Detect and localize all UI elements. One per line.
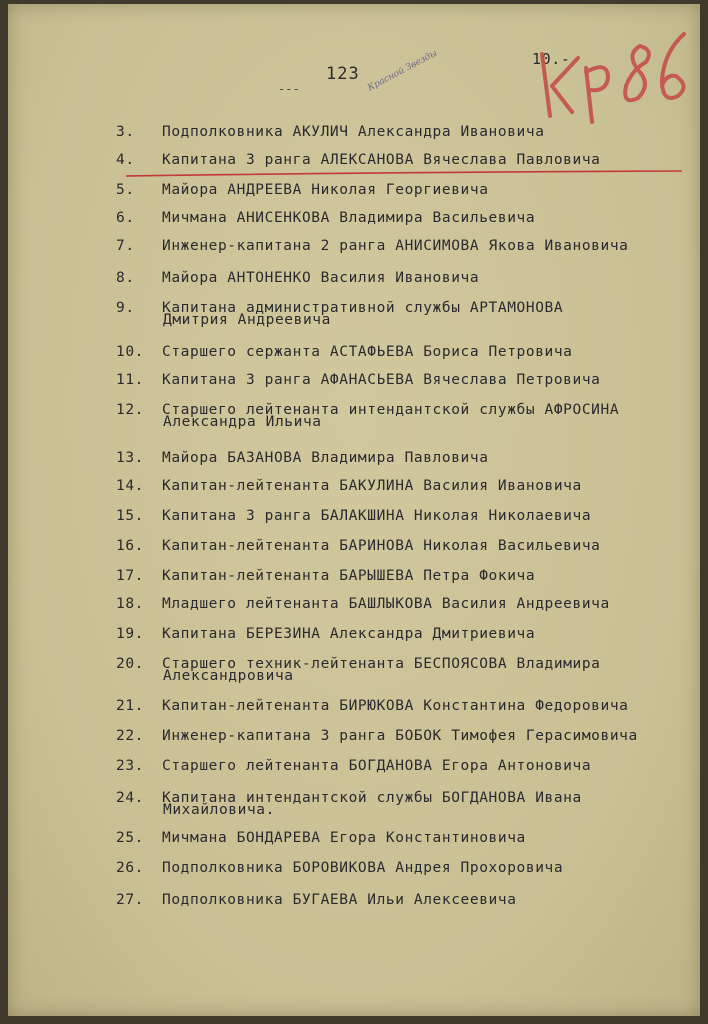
item-number: 15.	[116, 508, 144, 524]
list-item	[116, 758, 691, 774]
item-text: Подполковника БОРОВИКОВА Андрея Прохоровича	[162, 860, 564, 876]
list-item	[116, 402, 691, 430]
document-page	[8, 4, 700, 1016]
list-item	[116, 270, 691, 286]
item-number: 19.	[116, 626, 144, 642]
item-number: 8.	[116, 270, 135, 286]
list-item	[116, 790, 691, 818]
item-text: Инженер-капитана 3 ранга БОБОК Тимофея Герасимовича	[162, 728, 638, 744]
list-item	[116, 152, 691, 168]
item-text: Старшего техник-лейтенанта БЕСПОЯСОВА Владимира	[162, 656, 601, 672]
item-text: Капитана административной службы АРТАМОНОВА	[162, 300, 564, 316]
item-text: Старшего лейтенанта интендантской службы АФРОСИНА	[162, 402, 620, 418]
list-item	[116, 508, 691, 524]
list-item	[116, 210, 691, 226]
item-text: Капитана 3 ранга АЛЕКСАНОВА Вячеслава Павловича	[162, 152, 601, 168]
list-item	[116, 478, 691, 494]
item-text: Капитан-лейтенанта БАРИНОВА Николая Васильевича	[162, 538, 601, 554]
list-item	[116, 698, 691, 714]
list-item	[116, 892, 691, 908]
item-text: Младшего лейтенанта БАШЛЫКОВА Василия Андреевича	[162, 596, 610, 612]
item-text: Капитан-лейтенанта БАРЫШЕВА Петра Фокича	[162, 568, 536, 584]
list-item	[116, 860, 691, 876]
item-number: 24.	[116, 790, 144, 806]
item-number: 14.	[116, 478, 144, 494]
item-number: 6.	[116, 210, 135, 226]
list-item	[116, 450, 691, 466]
list-item	[116, 728, 691, 744]
item-number: 23.	[116, 758, 144, 774]
item-number: 7.	[116, 238, 135, 254]
item-text: Майора БАЗАНОВА Владимира Павловича	[162, 450, 489, 466]
item-text-continuation: Александра Ильича	[163, 414, 322, 430]
item-number: 17.	[116, 568, 144, 584]
list-item	[116, 596, 691, 612]
list-item	[116, 830, 691, 846]
list-item	[116, 344, 691, 360]
item-number: 12.	[116, 402, 144, 418]
list-item	[116, 182, 691, 198]
item-number: 18.	[116, 596, 144, 612]
item-text-continuation: Александровича	[163, 668, 294, 684]
item-number: 13.	[116, 450, 144, 466]
item-text: Старшего лейтенанта БОГДАНОВА Егора Антоновича	[162, 758, 592, 774]
award-list	[8, 4, 700, 1016]
item-number: 20.	[116, 656, 144, 672]
item-text: Подполковника БУГАЕВА Ильи Алексеевича	[162, 892, 517, 908]
faded-stamp: Красной Звезды	[366, 48, 440, 94]
item-text: Подполковника АКУЛИЧ Александра Ивановича	[162, 124, 545, 140]
item-number: 21.	[116, 698, 144, 714]
item-text: Старшего сержанта АСТАФЬЕВА Бориса Петровича	[162, 344, 573, 360]
item-text: Капитан-лейтенанта БИРЮКОВА Константина Федоровича	[162, 698, 629, 714]
list-item	[116, 372, 691, 388]
item-number: 5.	[116, 182, 135, 198]
item-number: 9.	[116, 300, 135, 316]
list-item	[116, 538, 691, 554]
list-item	[116, 626, 691, 642]
item-number: 26.	[116, 860, 144, 876]
item-number: 10.	[116, 344, 144, 360]
item-number: 16.	[116, 538, 144, 554]
item-text: Капитана БЕРЕЗИНА Александра Дмитриевича	[162, 626, 536, 642]
file-number: 10.-	[532, 50, 571, 68]
item-text: Капитан-лейтенанта БАКУЛИНА Василия Ивановича	[162, 478, 582, 494]
item-text: Майора АНТОНЕНКО Василия Ивановича	[162, 270, 480, 286]
item-number: 27.	[116, 892, 144, 908]
list-item	[116, 300, 691, 328]
item-text: Капитана 3 ранга БАЛАКШИНА Николая Николаевича	[162, 508, 592, 524]
list-item	[116, 656, 691, 684]
item-text: Мичмана АНИСЕНКОВА Владимира Васильевича	[162, 210, 536, 226]
list-item	[116, 124, 691, 140]
item-number: 11.	[116, 372, 144, 388]
item-number: 3.	[116, 124, 135, 140]
item-text: Инженер-капитана 2 ранга АНИСИМОВА Якова Ивановича	[162, 238, 629, 254]
item-number: 4.	[116, 152, 135, 168]
item-number: 25.	[116, 830, 144, 846]
item-text: Капитана интендантской службы БОГДАНОВА Ивана	[162, 790, 582, 806]
item-text-continuation: Дмитрия Андреевича	[163, 312, 331, 328]
item-number: 22.	[116, 728, 144, 744]
list-item	[116, 568, 691, 584]
item-text: Майора АНДРЕЕВА Николая Георгиевича	[162, 182, 489, 198]
page-number: 123	[326, 64, 360, 84]
page-number-dash: ---	[278, 82, 300, 96]
item-text: Мичмана БОНДАРЕВА Егора Константиновича	[162, 830, 526, 846]
item-text: Капитана 3 ранга АФАНАСЬЕВА Вячеслава Петровича	[162, 372, 601, 388]
item-text-continuation: Михайловича.	[163, 802, 275, 818]
list-item	[116, 238, 691, 254]
